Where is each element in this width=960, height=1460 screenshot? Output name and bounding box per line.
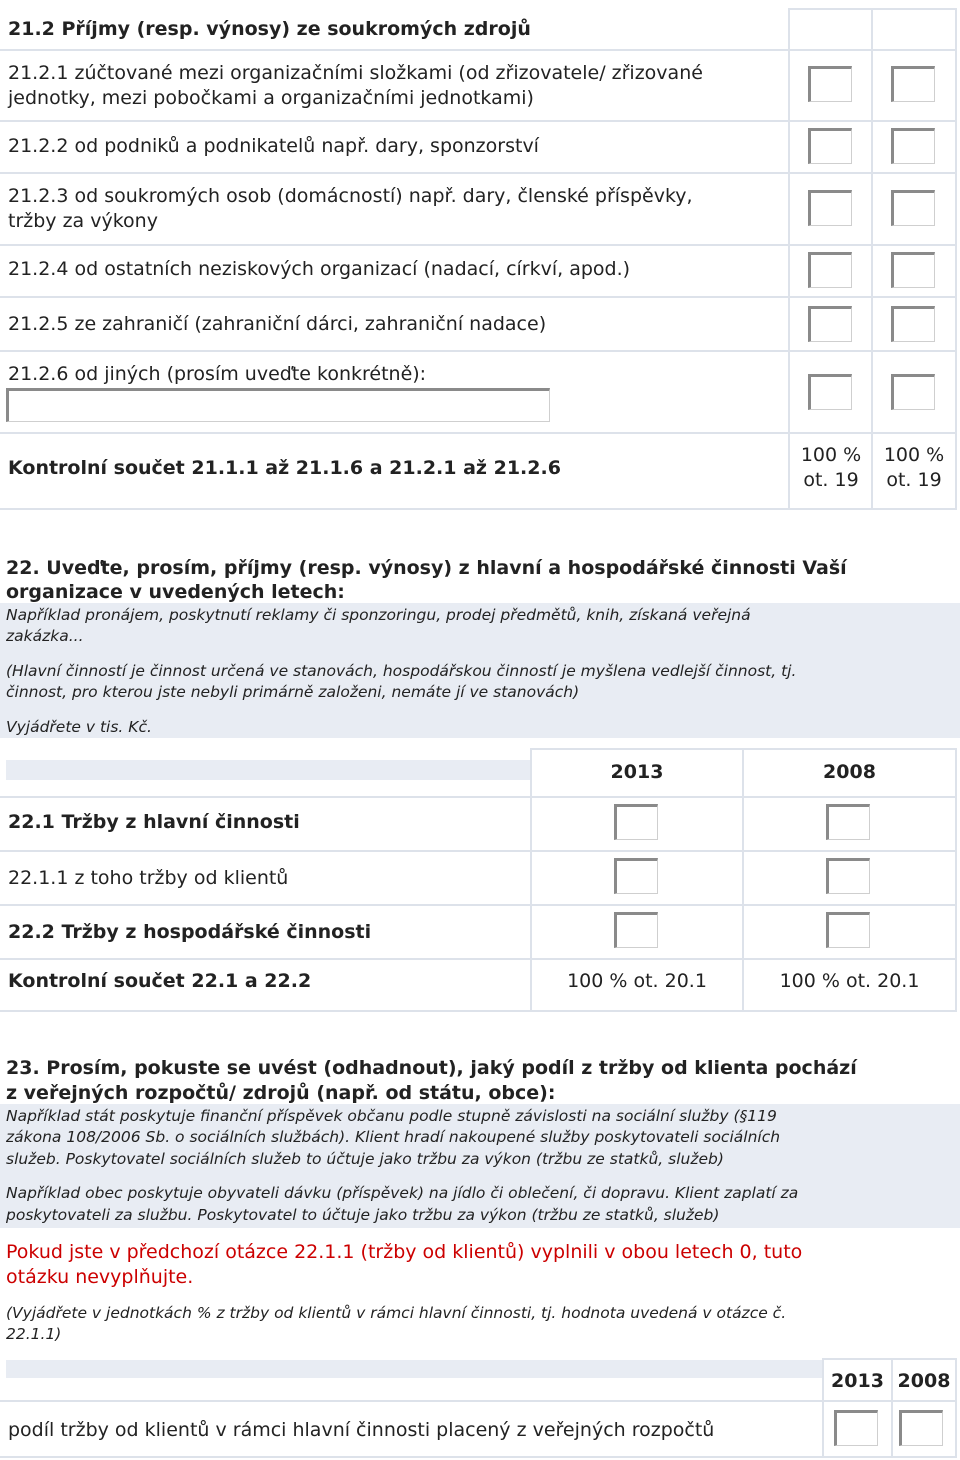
example-text: Například stát poskytuje finanční příspěvek občanu podle stupně závislosti na sociální služby (§119 xyxy=(6,1107,777,1125)
checksum-value: 100 % ot. 20.1 xyxy=(567,970,707,992)
warning-text: otázku nevyplňujte. xyxy=(6,1266,194,1288)
grid-line xyxy=(0,904,957,906)
note-text: (Hlavní činností je činnost určená ve stanovách, hospodářskou činností je myšlena vedlejší činnost, tj. xyxy=(6,662,797,680)
checksum-value: ot. 19 xyxy=(886,469,942,491)
input-22-2-2013[interactable] xyxy=(614,912,658,948)
checksum-value: ot. 19 xyxy=(803,469,859,491)
row-label: tržby za výkony xyxy=(8,210,158,232)
question-title: z veřejných rozpočtů/ zdrojů (např. od státu, obce): xyxy=(6,1082,556,1104)
grid-line xyxy=(0,296,957,298)
grid-line xyxy=(822,1358,957,1360)
input-21-2-1-2013[interactable] xyxy=(808,66,852,102)
input-22-1-2008[interactable] xyxy=(826,804,870,840)
row-label: jednotky, mezi pobočkami a organizačními jednotkami) xyxy=(8,87,534,109)
example-text: zákona 108/2006 Sb. o sociálních službách). Klient hradí nakoupené služby poskytovateli sociálních xyxy=(6,1128,781,1146)
input-21-2-4-2013[interactable] xyxy=(808,252,852,288)
note-text: Vyjádřete v tis. Kč. xyxy=(6,718,152,736)
grid-line xyxy=(955,1358,957,1458)
table-header-shade xyxy=(6,760,530,780)
note-text: 22.1.1) xyxy=(6,1325,62,1343)
row-label: 21.2.3 od soukromých osob (domácností) např. dary, členské příspěvky, xyxy=(8,185,693,207)
row-label: podíl tržby od klientů v rámci hlavní činnosti placený z veřejných rozpočtů xyxy=(8,1419,715,1441)
grid-line xyxy=(0,508,957,510)
note-text: (Vyjádřete v jednotkách % z tržby od klientů v rámci hlavní činnosti, tj. hodnota uvedená v otázce č. xyxy=(6,1304,787,1322)
input-22-1-2013[interactable] xyxy=(614,804,658,840)
grid-line xyxy=(0,958,957,960)
table-header-shade xyxy=(6,1360,822,1378)
row-label: 21.2.2 od podniků a podnikatelů např. dary, sponzorství xyxy=(8,135,539,157)
input-22-2-2008[interactable] xyxy=(826,912,870,948)
input-21-2-1-2008[interactable] xyxy=(891,66,935,102)
input-21-2-6-2008[interactable] xyxy=(891,374,935,410)
row-label: 21.2.1 zúčtované mezi organizačními složkami (od zřizovatele/ zřizované xyxy=(8,62,703,84)
row-label: 22.2 Tržby z hospodářské činnosti xyxy=(8,921,372,943)
checksum-label: Kontrolní součet 22.1 a 22.2 xyxy=(8,970,312,992)
input-21-2-3-2013[interactable] xyxy=(808,190,852,226)
year-header: 2008 xyxy=(823,761,876,783)
question-title: organizace v uvedených letech: xyxy=(6,581,345,603)
example-text: Například obec poskytuje obyvateli dávku (příspěvek) na jídlo či oblečení, či dopravu. Klient zaplatí za xyxy=(6,1184,799,1202)
input-21-2-5-2008[interactable] xyxy=(891,306,935,342)
row-label: 21.2.5 ze zahraničí (zahraniční dárci, zahraniční nadace) xyxy=(8,313,547,335)
note-text: zakázka... xyxy=(6,627,84,645)
input-22-1-1-2013[interactable] xyxy=(614,858,658,894)
checksum-value: 100 % xyxy=(883,444,945,466)
example-text: poskytovateli za službu. Poskytovatel to účtuje jako tržbu za výkon (tržbu ze statků, služeb) xyxy=(6,1206,720,1224)
grid-line xyxy=(871,8,873,510)
row-label: 21.2.4 od ostatních neziskových organizací (nadací, církví, apod.) xyxy=(8,258,631,280)
grid-line xyxy=(0,796,957,798)
grid-line xyxy=(0,1400,957,1402)
other-source-text-input[interactable] xyxy=(6,388,550,422)
year-header: 2013 xyxy=(610,761,664,783)
row-label: 22.1.1 z toho tržby od klientů xyxy=(8,867,289,889)
checksum-value: 100 % ot. 20.1 xyxy=(779,970,920,992)
grid-line xyxy=(530,748,957,750)
warning-text: Pokud jste v předchozí otázce 22.1.1 (tržby od klientů) vyplnili v obou letech 0, tuto xyxy=(6,1241,803,1263)
grid-line xyxy=(0,1456,957,1458)
checksum-value: 100 % xyxy=(800,444,862,466)
grid-line xyxy=(955,748,957,1012)
grid-line xyxy=(0,350,957,352)
checksum-label: Kontrolní součet 21.1.1 až 21.1.6 a 21.2.1 až 21.2.6 xyxy=(8,457,561,479)
year-header: 2013 xyxy=(831,1370,884,1392)
input-21-2-5-2013[interactable] xyxy=(808,306,852,342)
input-21-2-6-2013[interactable] xyxy=(808,374,852,410)
note-text: činnost, pro kterou jste nebyli primárně založeni, nemáte jí ve stanovách) xyxy=(6,683,580,701)
grid-line xyxy=(788,8,790,510)
input-23-2008[interactable] xyxy=(899,1410,943,1446)
note-text: Například pronájem, poskytnutí reklamy či sponzoringu, prodej předmětů, knih, získaná veřejná xyxy=(6,606,751,624)
input-22-1-1-2008[interactable] xyxy=(826,858,870,894)
row-label: 22.1 Tržby z hlavní činnosti xyxy=(8,811,300,833)
input-21-2-3-2008[interactable] xyxy=(891,190,935,226)
grid-line xyxy=(955,8,957,510)
section-heading: 21.2 Příjmy (resp. výnosy) ze soukromých zdrojů xyxy=(8,18,531,40)
grid-line xyxy=(0,172,957,174)
grid-line xyxy=(0,432,957,434)
grid-line xyxy=(0,244,957,246)
input-21-2-4-2008[interactable] xyxy=(891,252,935,288)
grid-line xyxy=(0,120,957,122)
grid-line xyxy=(0,1010,957,1012)
question-title: 23. Prosím, pokuste se uvést (odhadnout), jaký podíl z tržby od klienta pochází xyxy=(6,1057,857,1079)
year-header: 2008 xyxy=(897,1370,951,1392)
grid-line xyxy=(0,850,957,852)
grid-line xyxy=(788,8,957,10)
input-21-2-2-2008[interactable] xyxy=(891,128,935,164)
grid-line xyxy=(0,49,957,51)
input-21-2-2-2013[interactable] xyxy=(808,128,852,164)
example-text: služeb. Poskytovatel sociálních služeb to účtuje jako tržbu za výkon (tržbu ze statků, služeb) xyxy=(6,1150,724,1168)
row-label: 21.2.6 od jiných (prosím uveďte konkrétně): xyxy=(8,363,427,385)
question-title: 22. Uveďte, prosím, příjmy (resp. výnosy) z hlavní a hospodářské činnosti Vaší xyxy=(6,557,847,579)
input-23-2013[interactable] xyxy=(834,1410,878,1446)
